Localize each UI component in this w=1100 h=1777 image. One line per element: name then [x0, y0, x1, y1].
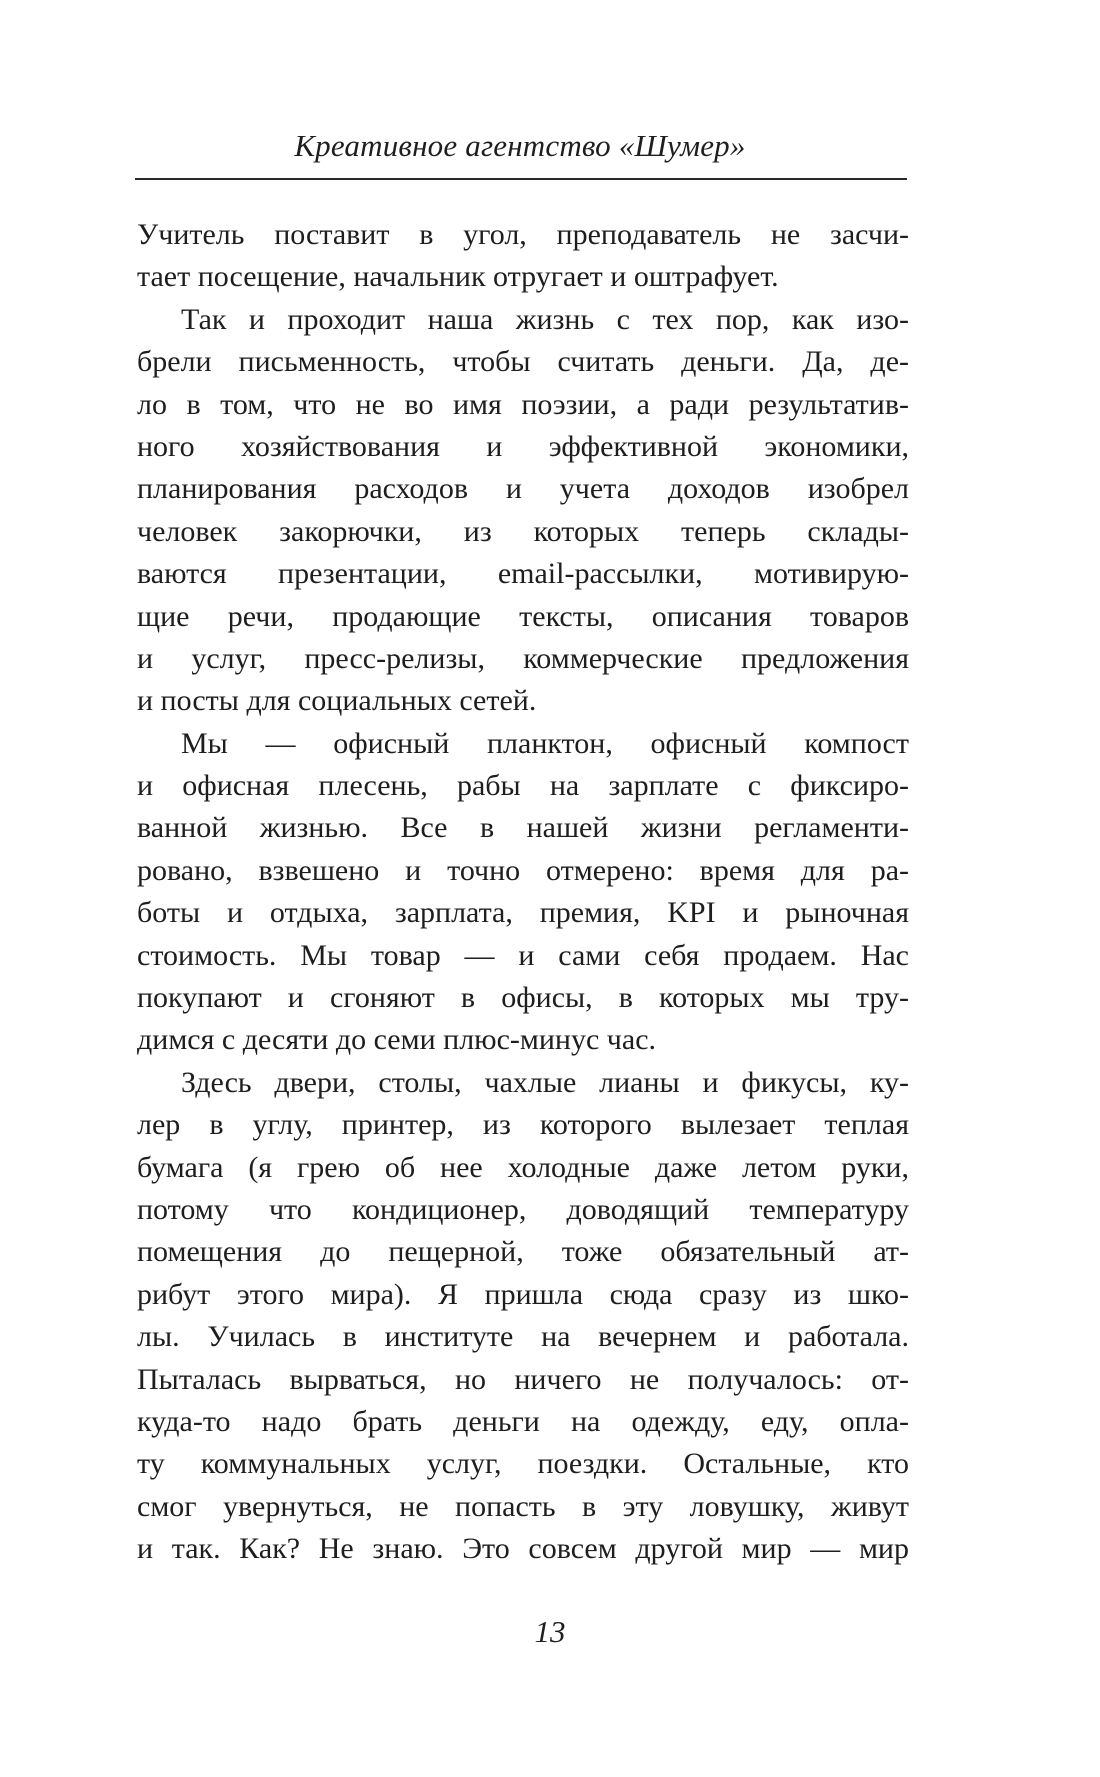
text-line: смог увернуться, не попасть в эту ловушку, живут [137, 1489, 909, 1523]
text-line: рибут этого мира). Я пришла сюда сразу из шко- [137, 1277, 909, 1311]
text-line: планирования расходов и учета доходов изобрел [137, 472, 909, 506]
text-line: Учитель поставит в угол, преподаватель не засчи- [137, 218, 909, 251]
paragraph-start-line: Здесь двери, столы, чахлые лианы и фикусы, ку- [181, 1065, 909, 1099]
text-line: и посты для социальных сетей. [137, 684, 537, 718]
text-line: брели письменность, чтобы считать деньги. Да, де- [137, 345, 909, 379]
paragraph-start-line: Так и проходит наша жизнь с тех пор, как изо- [181, 302, 909, 336]
text-line: человек закорючки, из которых теперь склады- [137, 514, 909, 548]
text-line: и услуг, пресс-релизы, коммерческие предложения [137, 641, 909, 675]
text-line: щие речи, продающие тексты, описания товаров [137, 599, 909, 633]
text-line: ного хозяйствования и эффективной экономики, [137, 429, 909, 463]
text-line: Пыталась вырваться, но ничего не получалось: от- [137, 1362, 909, 1396]
text-line: димся с десяти до семи плюс-минус час. [137, 1023, 657, 1057]
text-line: ванной жизнью. Все в нашей жизни регламенти- [137, 811, 909, 845]
text-line: лер в углу, принтер, из которого вылезает теплая [137, 1108, 909, 1142]
text-line: ло в том, что не во имя поэзии, а ради результатив- [137, 387, 909, 421]
text-line: ровано, взвешено и точно отмерено: время для ра- [137, 853, 909, 887]
page-number: 13 [534, 1614, 566, 1649]
text-line: стоимость. Мы товар — и сами себя продаем. Нас [137, 938, 909, 972]
running-head: Креативное агентство «Шумер» [294, 128, 746, 163]
text-line: тает посещение, начальник отругает и оштрафует. [137, 260, 779, 294]
body-text [137, 214, 909, 1571]
text-line: лы. Училась в институте на вечернем и работала. [137, 1320, 909, 1354]
paragraph-start-line: Мы — офисный планктон, офисный компост [181, 726, 909, 760]
text-line: куда-то надо брать деньги на одежду, еду, опла- [137, 1404, 909, 1438]
text-line: покупают и сгоняют в офисы, в которых мы тру- [137, 981, 909, 1015]
header-rule-divider [135, 178, 907, 180]
text-line: ваются презентации, email-рассылки, мотивирую- [137, 557, 909, 591]
text-line: бумага (я грею об нее холодные даже летом руки, [137, 1150, 909, 1184]
text-line: и так. Как? Не знаю. Это совсем другой мир — мир [137, 1532, 909, 1566]
text-line: ту коммунальных услуг, поездки. Остальные, кто [137, 1447, 909, 1481]
text-line: боты и отдыха, зарплата, премия, KPI и рыночная [137, 896, 909, 930]
text-line: помещения до пещерной, тоже обязательный ат- [137, 1235, 909, 1269]
text-line: потому что кондиционер, доводящий температуру [137, 1192, 909, 1226]
text-line: и офисная плесень, рабы на зарплате с фиксиро- [137, 769, 909, 803]
